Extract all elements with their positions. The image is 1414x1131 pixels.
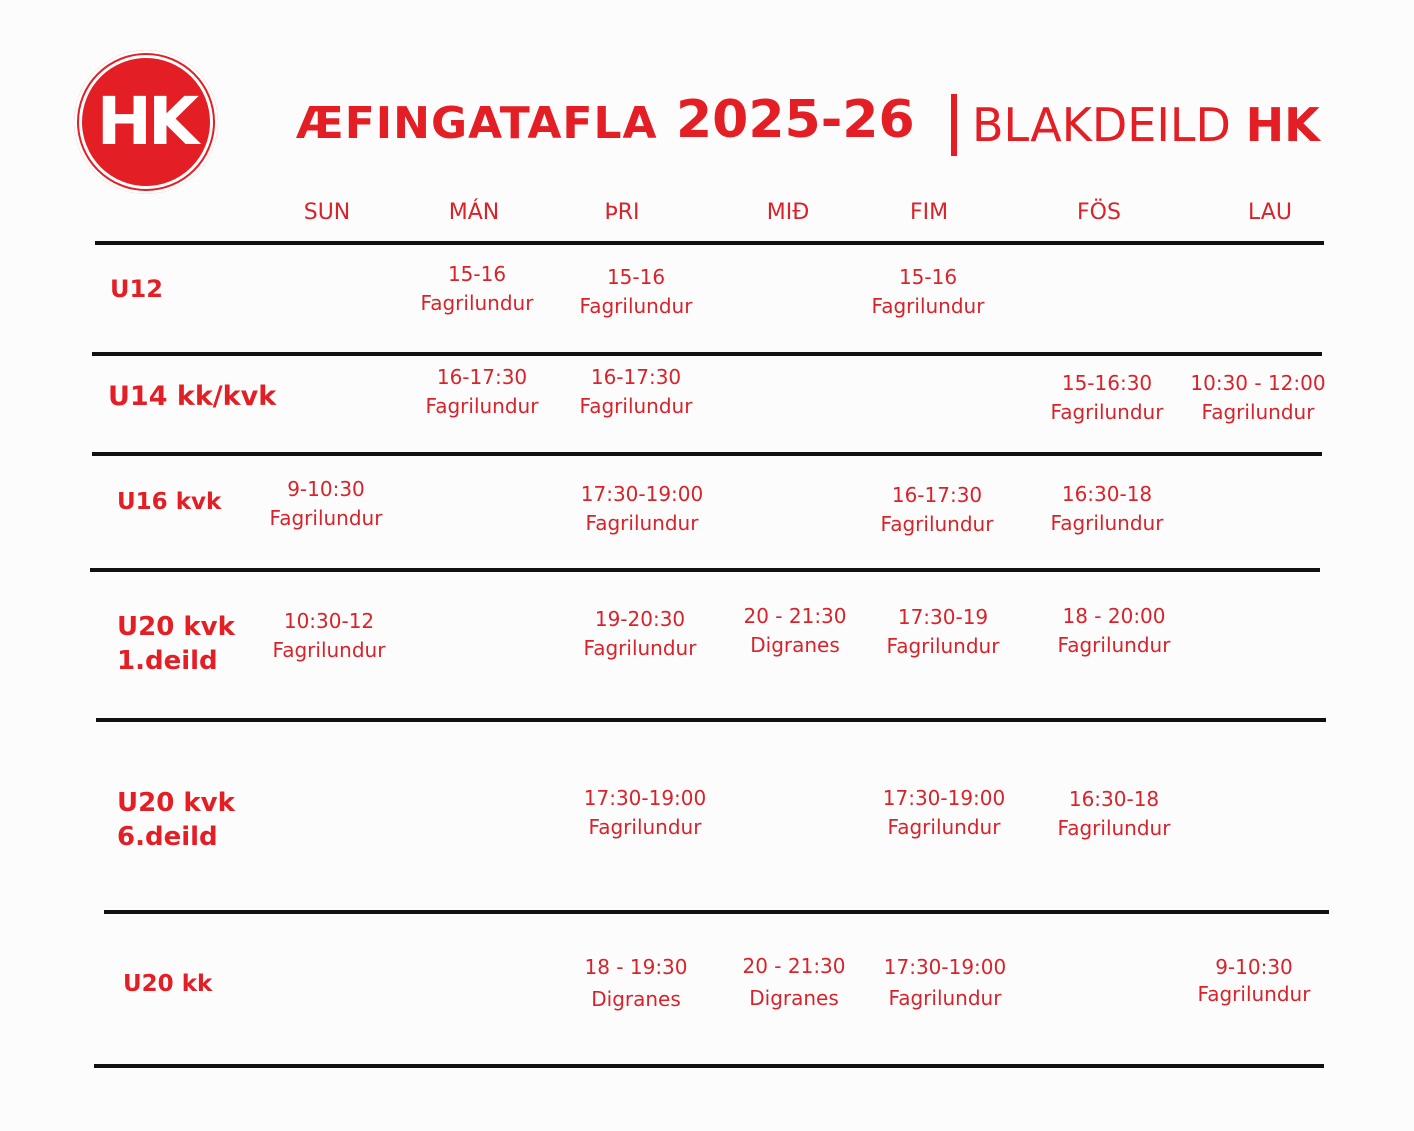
day-header-lau: LAU <box>1248 200 1292 225</box>
schedule-cell <box>421 260 534 318</box>
table-rule <box>92 452 1322 456</box>
schedule-cell <box>742 950 845 1014</box>
cell-time: 16-17:30 <box>590 365 682 389</box>
logo-text: HK <box>96 83 196 160</box>
cell-place: Fagrilundur <box>579 394 693 418</box>
cell-time: 16-17:30 <box>436 365 528 389</box>
day-header-man: MÁN <box>448 200 500 225</box>
table-rule <box>95 241 1324 245</box>
cell-place: Fagrilundur <box>585 511 699 535</box>
schedule-cell <box>884 952 1007 1014</box>
cell-place: Fagrilundur <box>1050 400 1164 424</box>
table-rule <box>104 910 1329 914</box>
group-line-2: 6.deild <box>117 822 218 852</box>
schedule-cell <box>743 602 846 660</box>
day-header-mid: MIÐ <box>766 200 810 225</box>
cell-place: Fagrilundur <box>269 506 383 530</box>
group-line-1: U20 kvk <box>117 612 235 642</box>
cell-time: 9-10:30 <box>1215 955 1293 979</box>
group-label-u16: U16 kvk <box>117 489 222 515</box>
group-line-2: 1.deild <box>117 646 218 676</box>
group-label-u20-kvk-1deild <box>117 610 235 678</box>
cell-time: 18 - 19:30 <box>584 955 688 979</box>
cell-time: 16:30-18 <box>1068 787 1160 811</box>
cell-time: 17:30-19:00 <box>882 786 1006 810</box>
cell-place: Fagrilundur <box>1057 633 1171 657</box>
club-suffix: HK <box>1245 98 1320 152</box>
schedule-cell <box>1051 480 1164 538</box>
schedule-cell <box>426 363 539 421</box>
cell-place: Fagrilundur <box>272 638 386 662</box>
group-label-u20-kk: U20 kk <box>123 971 213 997</box>
schedule-cell <box>881 481 994 539</box>
schedule-cell <box>1198 954 1311 1008</box>
group-label-u12: U12 <box>110 275 163 303</box>
cell-place: Fagrilundur <box>583 636 697 660</box>
cell-time: 17:30-19:00 <box>580 482 704 506</box>
group-line-1: U20 kvk <box>117 788 235 818</box>
cell-time: 15-16:30 <box>1061 371 1153 395</box>
day-header-sun: SUN <box>303 200 351 225</box>
cell-time: 10:30 - 12:00 <box>1190 371 1326 395</box>
table-rule <box>96 718 1326 722</box>
schedule-cell <box>1051 369 1164 427</box>
cell-place: Fagrilundur <box>1201 400 1315 424</box>
group-label-u20-kvk-6deild <box>117 786 235 854</box>
cell-time: 20 - 21:30 <box>742 954 846 978</box>
schedule-cell <box>580 363 693 421</box>
day-header-fim: FIM <box>909 200 949 225</box>
cell-time: 10:30-12 <box>283 609 375 633</box>
cell-place: Fagrilundur <box>871 294 985 318</box>
schedule-cell <box>887 603 1000 661</box>
day-header-fos: FÖS <box>1077 200 1121 225</box>
schedule-cell <box>1058 785 1171 843</box>
group-label-u14: U14 kk/kvk <box>108 381 277 412</box>
schedule-cell <box>580 263 693 321</box>
cell-time: 16:30-18 <box>1061 482 1153 506</box>
schedule-cell <box>584 784 707 842</box>
cell-place: Fagrilundur <box>880 512 994 536</box>
cell-time: 15-16 <box>447 262 507 286</box>
table-rule <box>92 352 1322 356</box>
day-header-thri: ÞRI <box>604 200 640 225</box>
title-divider <box>951 94 957 156</box>
schedule-cell <box>273 607 386 665</box>
schedule-cell <box>1190 369 1325 427</box>
cell-time: 17:30-19:00 <box>883 955 1007 979</box>
table-rule <box>90 568 1320 572</box>
cell-place: Digranes <box>750 633 840 657</box>
cell-place: Fagrilundur <box>886 634 1000 658</box>
cell-time: 20 - 21:30 <box>743 604 847 628</box>
cell-time: 19-20:30 <box>594 607 686 631</box>
schedule-cell <box>1058 602 1171 660</box>
cell-place: Fagrilundur <box>1197 982 1311 1006</box>
cell-place: Fagrilundur <box>425 394 539 418</box>
schedule-cell <box>270 475 383 533</box>
cell-time: 15-16 <box>606 265 666 289</box>
cell-place: Digranes <box>591 987 681 1011</box>
club-name <box>972 98 1320 152</box>
schedule-cell <box>584 605 697 663</box>
schedule-cell <box>581 480 704 538</box>
table-rule <box>94 1064 1324 1068</box>
cell-place: Fagrilundur <box>420 291 534 315</box>
cell-place: Fagrilundur <box>888 986 1002 1010</box>
hk-logo <box>74 50 218 194</box>
cell-time: 18 - 20:00 <box>1062 604 1166 628</box>
schedule-cell <box>872 263 985 321</box>
cell-place: Fagrilundur <box>579 294 693 318</box>
cell-time: 17:30-19 <box>897 605 989 629</box>
schedule-cell <box>883 784 1006 842</box>
cell-place: Fagrilundur <box>887 815 1001 839</box>
cell-time: 17:30-19:00 <box>583 786 707 810</box>
season-year: 2025-26 <box>676 90 915 150</box>
cell-place: Fagrilundur <box>1057 816 1171 840</box>
club-prefix: BLAKDEILD <box>972 98 1231 152</box>
cell-place: Digranes <box>749 986 839 1010</box>
cell-time: 15-16 <box>898 265 958 289</box>
schedule-cell <box>584 951 687 1015</box>
cell-time: 16-17:30 <box>891 483 983 507</box>
page-title: ÆFINGATAFLA <box>296 98 658 149</box>
cell-place: Fagrilundur <box>1050 511 1164 535</box>
cell-place: Fagrilundur <box>588 815 702 839</box>
cell-time: 9-10:30 <box>287 477 365 501</box>
